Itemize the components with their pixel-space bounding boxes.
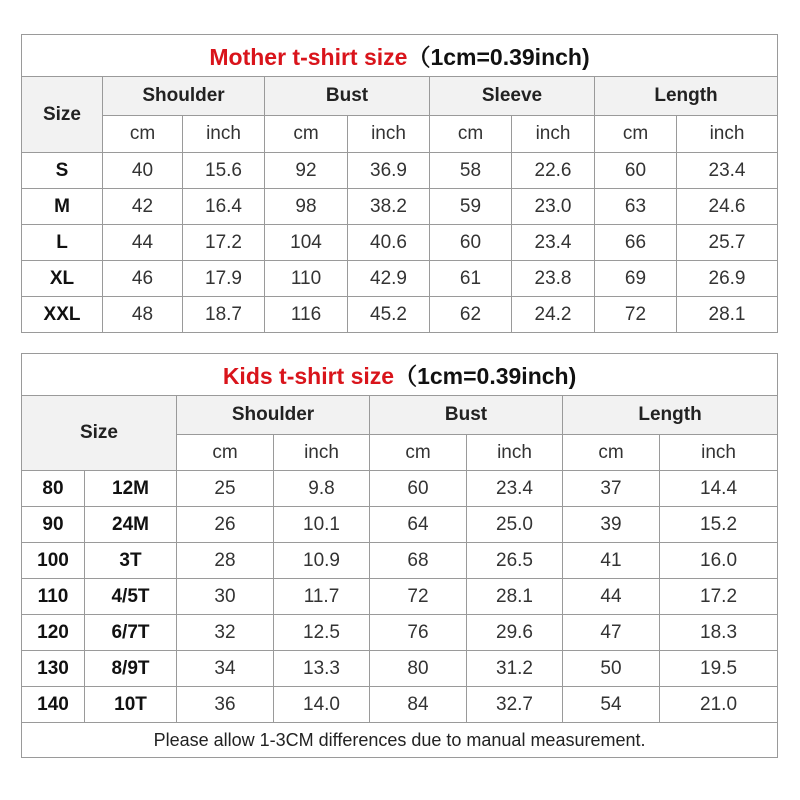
kids-unit-header: inch [467,435,563,471]
size-cell: 90 [22,507,85,543]
kids-unit-header: cm [177,435,274,471]
age-cell: 4/5T [85,579,177,615]
age-cell: 12M [85,471,177,507]
value-cell: 28.1 [467,579,563,615]
mother-unit-header: inch [348,116,430,153]
value-cell: 23.4 [677,153,778,189]
value-cell: 40.6 [348,225,430,261]
value-cell: 44 [103,225,183,261]
value-cell: 116 [265,297,348,333]
value-cell: 19.5 [660,651,778,687]
kids-header-length: Length [563,396,778,435]
kids-size-header: Size [22,396,177,471]
value-cell: 63 [595,189,677,225]
value-cell: 42 [103,189,183,225]
value-cell: 68 [370,543,467,579]
mother-unit-header: inch [183,116,265,153]
value-cell: 92 [265,153,348,189]
value-cell: 24.2 [512,297,595,333]
value-cell: 40 [103,153,183,189]
mother-unit-note: （1cm=0.39inch) [407,44,590,70]
table-row [22,687,778,723]
value-cell: 54 [563,687,660,723]
size-cell: 110 [22,579,85,615]
table-row [22,297,778,333]
table-row [22,507,778,543]
age-cell: 3T [85,543,177,579]
value-cell: 25.7 [677,225,778,261]
value-cell: 66 [595,225,677,261]
value-cell: 14.4 [660,471,778,507]
value-cell: 16.0 [660,543,778,579]
table-row [22,615,778,651]
value-cell: 64 [370,507,467,543]
kids-unit-note: （1cm=0.39inch) [394,363,577,389]
mother-unit-header: cm [265,116,348,153]
value-cell: 38.2 [348,189,430,225]
table-row [22,651,778,687]
table-row [22,471,778,507]
value-cell: 23.4 [512,225,595,261]
value-cell: 62 [430,297,512,333]
value-cell: 45.2 [348,297,430,333]
value-cell: 72 [595,297,677,333]
value-cell: 17.2 [660,579,778,615]
value-cell: 47 [563,615,660,651]
mother-header-sleeve: Sleeve [430,77,595,116]
value-cell: 58 [430,153,512,189]
value-cell: 60 [595,153,677,189]
value-cell: 42.9 [348,261,430,297]
kids-header-shoulder: Shoulder [177,396,370,435]
table-row [22,153,778,189]
value-cell: 21.0 [660,687,778,723]
value-cell: 41 [563,543,660,579]
value-cell: 44 [563,579,660,615]
value-cell: 32.7 [467,687,563,723]
age-cell: 6/7T [85,615,177,651]
value-cell: 28 [177,543,274,579]
value-cell: 25.0 [467,507,563,543]
table-row [22,225,778,261]
value-cell: 50 [563,651,660,687]
mother-title-text: Mother t-shirt size [209,44,408,70]
mother-unit-header: cm [430,116,512,153]
kids-unit-header: inch [660,435,778,471]
size-cell: M [22,189,103,225]
value-cell: 11.7 [274,579,370,615]
value-cell: 32 [177,615,274,651]
value-cell: 36.9 [348,153,430,189]
age-cell: 24M [85,507,177,543]
size-cell: 130 [22,651,85,687]
value-cell: 28.1 [677,297,778,333]
value-cell: 15.6 [183,153,265,189]
kids-header-bust: Bust [370,396,563,435]
kids-title-text: Kids t-shirt size [222,363,395,389]
value-cell: 23.8 [512,261,595,297]
value-cell: 84 [370,687,467,723]
kids-size-table [21,353,778,758]
value-cell: 34 [177,651,274,687]
table-row [22,543,778,579]
value-cell: 46 [103,261,183,297]
kids-unit-header: inch [274,435,370,471]
value-cell: 13.3 [274,651,370,687]
size-cell: XL [22,261,103,297]
size-cell: 120 [22,615,85,651]
measurement-note: Please allow 1-3CM differences due to manual measurement. [22,723,778,758]
value-cell: 23.4 [467,471,563,507]
value-cell: 9.8 [274,471,370,507]
mother-header-bust: Bust [265,77,430,116]
value-cell: 60 [430,225,512,261]
value-cell: 14.0 [274,687,370,723]
value-cell: 30 [177,579,274,615]
size-cell: XXL [22,297,103,333]
value-cell: 25 [177,471,274,507]
mother-unit-header: cm [595,116,677,153]
value-cell: 48 [103,297,183,333]
mother-unit-header: inch [512,116,595,153]
value-cell: 17.2 [183,225,265,261]
mother-size-header: Size [22,77,103,153]
size-cell: S [22,153,103,189]
kids-unit-header: cm [563,435,660,471]
kids-unit-header: cm [370,435,467,471]
value-cell: 18.3 [660,615,778,651]
value-cell: 15.2 [660,507,778,543]
value-cell: 17.9 [183,261,265,297]
value-cell: 26.5 [467,543,563,579]
value-cell: 10.1 [274,507,370,543]
value-cell: 76 [370,615,467,651]
value-cell: 22.6 [512,153,595,189]
mother-size-table [21,34,778,333]
value-cell: 18.7 [183,297,265,333]
value-cell: 37 [563,471,660,507]
value-cell: 10.9 [274,543,370,579]
value-cell: 26.9 [677,261,778,297]
value-cell: 72 [370,579,467,615]
value-cell: 69 [595,261,677,297]
size-cell: 80 [22,471,85,507]
value-cell: 24.6 [677,189,778,225]
size-cell: 140 [22,687,85,723]
value-cell: 39 [563,507,660,543]
value-cell: 110 [265,261,348,297]
value-cell: 31.2 [467,651,563,687]
table-row [22,261,778,297]
value-cell: 59 [430,189,512,225]
value-cell: 36 [177,687,274,723]
mother-header-length: Length [595,77,778,116]
kids-table-title [22,354,778,396]
size-cell: L [22,225,103,261]
value-cell: 16.4 [183,189,265,225]
age-cell: 8/9T [85,651,177,687]
value-cell: 23.0 [512,189,595,225]
value-cell: 61 [430,261,512,297]
value-cell: 60 [370,471,467,507]
table-row [22,579,778,615]
mother-unit-header: cm [103,116,183,153]
mother-header-shoulder: Shoulder [103,77,265,116]
table-row [22,189,778,225]
mother-unit-header: inch [677,116,778,153]
value-cell: 104 [265,225,348,261]
value-cell: 98 [265,189,348,225]
value-cell: 26 [177,507,274,543]
value-cell: 12.5 [274,615,370,651]
value-cell: 29.6 [467,615,563,651]
size-cell: 100 [22,543,85,579]
age-cell: 10T [85,687,177,723]
mother-table-title [22,35,778,77]
value-cell: 80 [370,651,467,687]
